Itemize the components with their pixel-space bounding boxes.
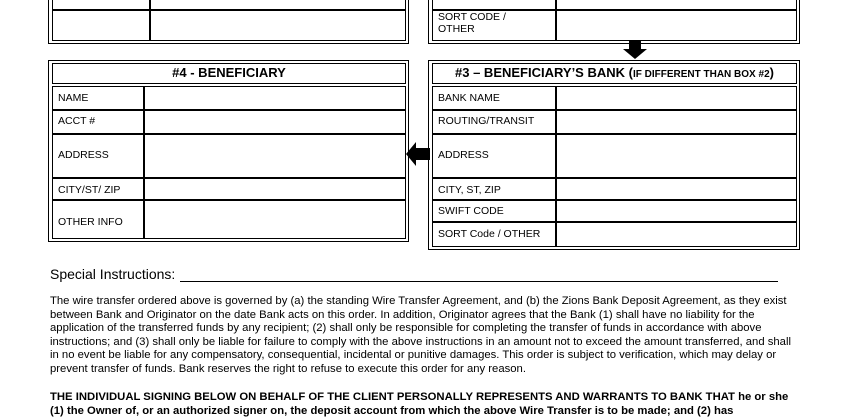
top-right-cell-a1	[432, 0, 556, 10]
bank-address-field[interactable]	[556, 134, 797, 178]
bank-name-field[interactable]	[556, 86, 797, 110]
beneficiary-title: #4 - BENEFICIARY	[172, 65, 286, 80]
bank-city-label: CITY, ST, ZIP	[438, 184, 501, 196]
special-instructions-label: Special Instructions:	[50, 266, 176, 282]
beneficiary-name-field[interactable]	[144, 86, 406, 110]
special-instructions-field[interactable]	[180, 268, 778, 282]
bank-sort-code-label: SORT Code / OTHER	[438, 228, 541, 240]
beneficiary-name-label: NAME	[58, 92, 89, 104]
swift-code-field[interactable]	[556, 200, 797, 222]
swift-code-label: SWIFT CODE	[438, 205, 504, 217]
bank-name-label: BANK NAME	[438, 92, 500, 104]
beneficiary-bank-title-main: #3 – BENEFICIARY’S BANK (	[455, 65, 633, 80]
sort-code-label-line2: OTHER	[438, 23, 475, 35]
beneficiary-other-field[interactable]	[144, 200, 406, 239]
down-arrow-icon	[622, 40, 648, 60]
beneficiary-acct-field[interactable]	[144, 110, 406, 134]
left-arrow-icon	[406, 141, 430, 167]
beneficiary-city-field[interactable]	[144, 178, 406, 200]
top-left-cell-a2[interactable]	[150, 0, 406, 10]
top-right-cell-a2[interactable]	[556, 0, 797, 10]
beneficiary-address-label: ADDRESS	[58, 149, 109, 161]
bank-sort-code-field[interactable]	[556, 222, 797, 247]
beneficiary-acct-label: ACCT #	[58, 115, 96, 127]
routing-transit-field[interactable]	[556, 110, 797, 134]
top-left-cell-b2[interactable]	[150, 10, 406, 41]
beneficiary-other-label: OTHER INFO	[58, 216, 123, 228]
beneficiary-bank-title-close: )	[769, 65, 774, 80]
bank-address-label: ADDRESS	[438, 149, 489, 161]
top-left-cell-a1	[52, 0, 150, 10]
sort-code-field[interactable]	[556, 10, 797, 41]
routing-transit-label: ROUTING/TRANSIT	[438, 115, 535, 127]
top-left-cell-b1	[52, 10, 150, 41]
bank-city-field[interactable]	[556, 178, 797, 200]
terms-paragraph: The wire transfer ordered above is governed by (a) the standing Wire Transfer Agreement, and (b) the Zions Bank Deposit Agreement, as they exist between Bank and Originator on the date Bank acts on this order. In addition, Originator agrees that the Bank (1) shall have no liability for the application of the transferred funds by any recipient; (2) shall only be responsible for completing the transfer of funds in accordance with above instructions; and (3) shall only be liable for failure to comply with the above instructions in an amount not to exceed the amount transferred, and shall in no event be liable for any compensatory, consequential, incidental or punitive damages. This order is subject to verification, which may delay or prevent transfer of funds. Bank reserves the right to refuse to execute this order for any reason.	[50, 295, 791, 375]
beneficiary-address-field[interactable]	[144, 134, 406, 178]
beneficiary-bank-title-note: IF DIFFERENT THAN BOX #2	[632, 69, 770, 80]
beneficiary-bank-title	[432, 65, 797, 80]
beneficiary-city-label: CITY/ST/ ZIP	[58, 184, 121, 196]
sort-code-label-line1: SORT CODE /	[438, 11, 506, 23]
signer-warranty-paragraph: THE INDIVIDUAL SIGNING BELOW ON BEHALF OF THE CLIENT PERSONALLY REPRESENTS AND WARRANTS TO BANK THAT he or she (1) the Owner of, or an authorized signer on, the deposit account from which the above Wire Transfer is to be made; and (2) has	[50, 391, 789, 417]
